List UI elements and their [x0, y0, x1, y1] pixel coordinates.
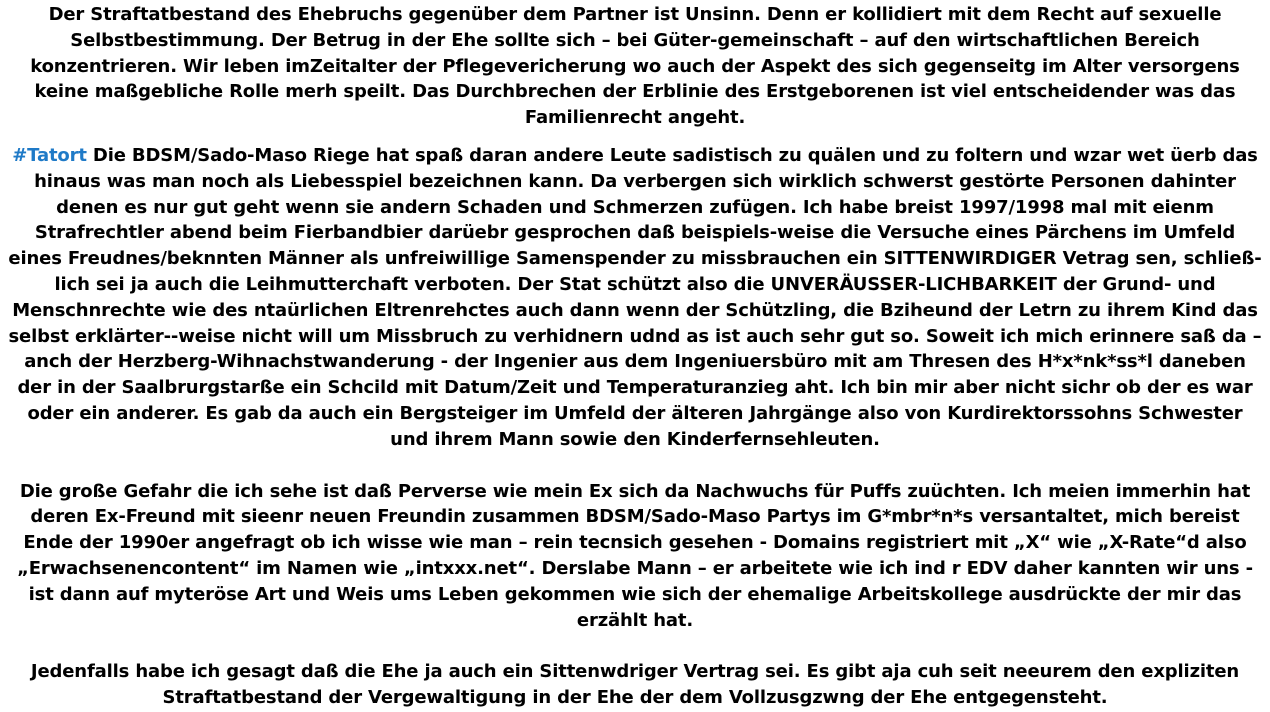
paragraph-tatort-body: Die BDSM/Sado-Maso Riege hat spaß daran andere Leute sadistisch zu quälen und zu foltern und wzar wet üerb das hinaus was man noch als Liebesspiel bezeichnen kann. Da verbergen sich wirklich schwerst gestörte Personen dahinter denen es nur gut geht wenn sie andern Schaden und Schmerzen zufügen. Ich habe breist 1997/1998 mal mit eienm Strafrechtler abend beim Fierbandbier darüebr gesprochen daß beispiels-weise die Versuche eines Pärchens im Umfeld eines Freudnes/beknnten Männer als unfreiwillige Samenspender zu missbrauchen ein SITTENWIRDIGER Vetrag sen, schließ-lich sei ja auch die Leihmutterchaft verboten. Der Stat schützt also die UNVERÄUSSER-LICHBARKEIT der Grund- und Menschnrechte wie des ntaürlichen Eltrenrehctes auch dann wenn der Schützling, die Bziheund der Letrn zu ihrem Kind das selbst erklärter--weise nicht will um Missbruch zu verhidnern udnd as ist auch sehr gut so. Soweit ich mich erinnere saß da – anch der Herzberg-Wihnachstwanderung - der Ingenier aus dem Ingeniuersbüro mit am Thresen des H*x*nk*ss*l daneben der in der Saalbrurgstarße ein Schcild mit Datum/Zeit und Temperaturanzieg aht. Ich bin mir aber nicht sichr ob der es war oder ein anderer. Es gab da auch ein Bergsteiger im Umfeld der älteren Jahrgänge also von Kurdirektorssohns Schwester und ihrem Mann sowie den Kinderfernsehleuten. — [8, 144, 1262, 450]
paragraph-tatort — [8, 143, 1262, 453]
paragraph-spacer — [8, 131, 1262, 143]
hashtag-link[interactable]: #Tatort — [12, 144, 87, 166]
paragraph-danger: Die große Gefahr die ich sehe ist daß Perverse wie mein Ex sich da Nachwuchs für Puffs zuüchten. Ich meien immerhin hat deren Ex-Freund mit sieenr neuen Freundin zusammen BDSM/Sado-Maso Partys im G*mbr*n*s versantaltet, mich bereist Ende der 1990er angefragt ob ich wisse wie man – rein tecnsich gesehen - Domains registriert mit „X“ wie „X-Rate“d also „Erwachsenencontent“ im Namen wie „intxxx.net“. Derslabe Mann – er arbeitete wie ich ind r EDV daher kannten wir uns - ist dann auf myteröse Art und Weis ums Leben gekommen wie sich der ehemalige Arbeitskollege ausdrückte der mir das erzählt hat. — [17, 480, 1253, 631]
paragraph-adultery: Der Straftatbestand des Ehebruchs gegenüber dem Partner ist Unsinn. Denn er kollidiert mit dem Recht auf sexuelle Selbstbestimmung. Der Betrug in der Ehe sollte sich – bei Güter-gemeinschaft – auf den wirtschaftlichen Bereich konzentrieren. Wir leben imZeitalter der Pflegevericherung wo auch der Aspekt des sich gegenseitg im Alter versorgens keine maßgebliche Rolle merh speilt. Das Durchbrechen der Erblinie des Erstgeborenen ist viel entscheidender was das Familienrecht angeht. — [30, 4, 1240, 129]
paragraph-spacer — [8, 453, 1262, 479]
paragraph-spacer — [8, 633, 1262, 659]
paragraph-marriage-contract: Jedenfalls habe ich gesagt daß die Ehe ja auch ein Sittenwdriger Vertrag sei. Es gibt aja cuh seit neeurem den expliziten Straftatbestand der Vergewaltigung in der Ehe der dem Vollzusgzwng der Ehe entgegensteht. — [30, 661, 1240, 709]
